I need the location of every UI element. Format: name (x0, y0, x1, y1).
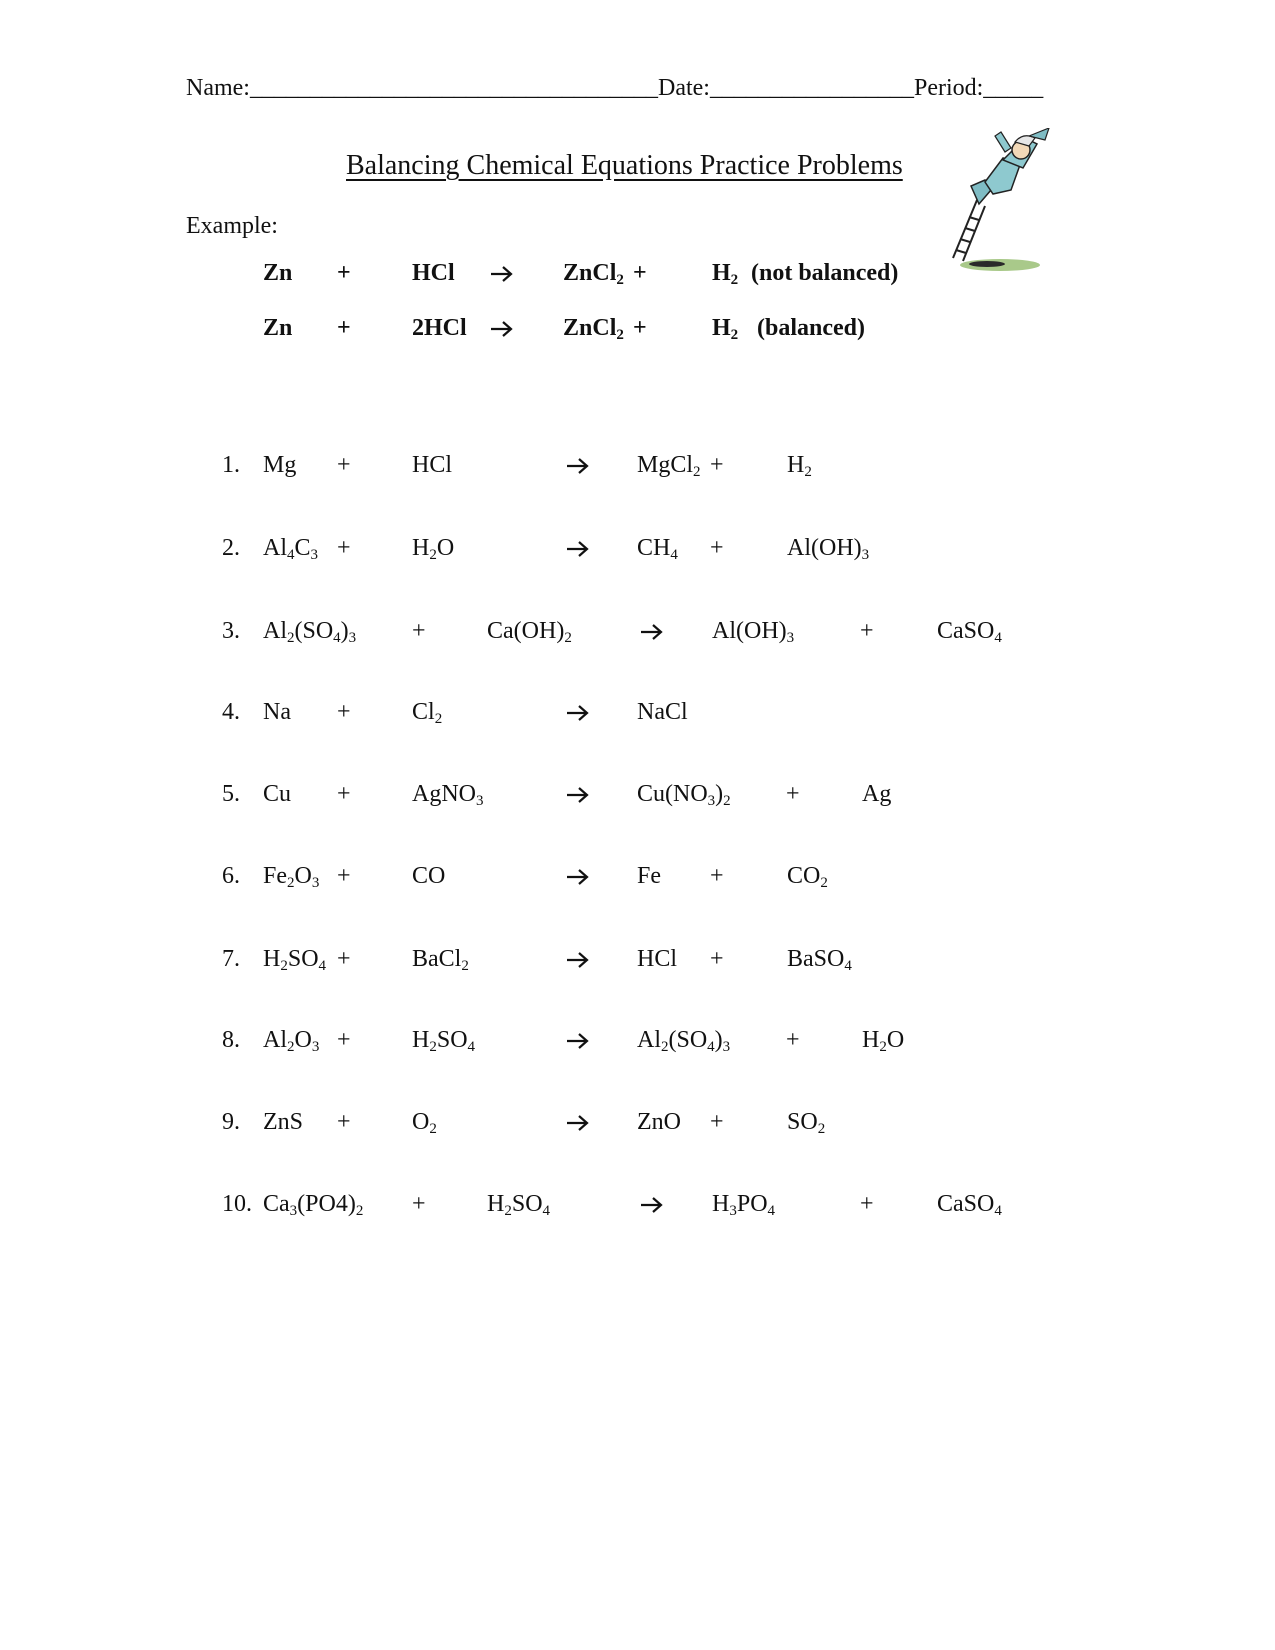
formula-term: (not balanced) (751, 260, 899, 286)
formula-term: CaSO$_4$ (937, 618, 1002, 646)
formula-term: $H_2$ (787, 452, 812, 480)
plus-sign: + (337, 863, 351, 889)
problem-row (0, 1110, 1275, 1144)
formula-term: Fe (637, 863, 661, 889)
formula-term: $SO_2$ (787, 1109, 826, 1137)
formula-term: NaCl (637, 699, 688, 725)
formula-term: Zn (263, 315, 293, 341)
period-label: Period: (913, 75, 984, 101)
formula-term: $CH_4$ (637, 535, 678, 563)
problem-number: 3. (222, 618, 240, 644)
formula-term: $Al(OH)_3$ (787, 535, 870, 563)
formula-term: BaCl$_2$ (412, 946, 469, 974)
plus-sign: + (710, 863, 724, 889)
formula-term: HCl (637, 946, 678, 972)
plus-sign: + (337, 1109, 351, 1135)
formula-term: $Al(OH)_3$ (712, 618, 795, 646)
problem-row (0, 864, 1275, 898)
reaction-arrow-icon (566, 786, 590, 804)
formula-term: $H_2$ (712, 315, 739, 343)
formula-term: $Ca_3(PO4)_2$ (263, 1191, 364, 1219)
reaction-arrow-icon (566, 1114, 590, 1132)
problem-number: 10. (222, 1191, 252, 1217)
date-blank[interactable]: _________________ (709, 75, 914, 101)
plus-sign: + (337, 946, 351, 972)
formula-term: $H_3PO_4$ (712, 1191, 776, 1219)
formula-term: 2HCl (412, 315, 467, 341)
formula-term: ZnCl$_2$ (563, 315, 624, 343)
problem-row (0, 1192, 1275, 1226)
formula-term: (balanced) (757, 315, 865, 341)
problem-number: 5. (222, 781, 240, 807)
reaction-arrow-icon (566, 457, 590, 475)
problem-row (0, 619, 1275, 653)
plus-sign: + (337, 781, 351, 807)
formula-term: ZnCl$_2$ (563, 260, 624, 288)
page-title: Balancing Chemical Equations Practice Problems (346, 150, 903, 181)
formula-term: ZnS (263, 1109, 304, 1135)
example-equation-row (0, 261, 1275, 295)
plus-sign: + (337, 699, 351, 725)
plus-sign: + (786, 1027, 800, 1053)
problem-number: 4. (222, 699, 240, 725)
problem-row (0, 536, 1275, 570)
formula-term: $H_2SO_4$ (487, 1191, 551, 1219)
formula-term: $CO_2$ (787, 863, 828, 891)
name-label: Name: (186, 75, 250, 101)
plus-sign: + (337, 260, 351, 286)
problem-number: 7. (222, 946, 240, 972)
formula-term: MgCl$_2$ (637, 452, 701, 480)
plus-sign: + (860, 1191, 874, 1217)
formula-term: $Al_4C_3$ (263, 535, 319, 563)
plus-sign: + (710, 535, 724, 561)
name-blank[interactable]: __________________________________ (249, 75, 658, 101)
reaction-arrow-icon (640, 1196, 664, 1214)
reaction-arrow-icon (566, 1032, 590, 1050)
plus-sign: + (337, 535, 351, 561)
formula-term: Ag (862, 781, 892, 807)
formula-term: HCl (412, 452, 453, 478)
student-info-line (186, 76, 1043, 100)
problem-number: 2. (222, 535, 240, 561)
formula-term: CO (412, 863, 446, 889)
problem-row (0, 947, 1275, 981)
formula-term: Mg (263, 452, 297, 478)
plus-sign: + (710, 452, 724, 478)
plus-sign: + (710, 1109, 724, 1135)
plus-sign: + (633, 315, 647, 341)
plus-sign: + (412, 1191, 426, 1217)
problem-number: 8. (222, 1027, 240, 1053)
reaction-arrow-icon (566, 868, 590, 886)
plus-sign: + (710, 946, 724, 972)
formula-term: $H_2O$ (862, 1027, 905, 1055)
formula-term: $Cl_2$ (412, 699, 443, 727)
formula-term: $Al_2O_3$ (263, 1027, 320, 1055)
plus-sign: + (412, 618, 426, 644)
formula-term: $Al_2(SO_4)_3$ (263, 618, 357, 646)
formula-term: Cu (263, 781, 292, 807)
formula-term: $Cu(NO_3)_2$ (637, 781, 731, 809)
problem-number: 1. (222, 452, 240, 478)
plus-sign: + (633, 260, 647, 286)
problem-number: 9. (222, 1109, 240, 1135)
formula-term: $H_2O$ (412, 535, 455, 563)
problem-row (0, 782, 1275, 816)
problem-row (0, 1028, 1275, 1062)
formula-term: $H_2SO_4$ (263, 946, 327, 974)
formula-term: BaSO$_4$ (787, 946, 852, 974)
problem-row (0, 700, 1275, 734)
formula-term: $O_2$ (412, 1109, 437, 1137)
plus-sign: + (337, 315, 351, 341)
example-equation-row (0, 316, 1275, 350)
reaction-arrow-icon (490, 320, 514, 338)
date-label: Date: (657, 75, 710, 101)
plus-sign: + (860, 618, 874, 644)
formula-term: $Fe_2O_3$ (263, 863, 320, 891)
reaction-arrow-icon (490, 265, 514, 283)
plus-sign: + (337, 452, 351, 478)
formula-term: $Ca(OH)_2$ (487, 618, 572, 646)
problem-number: 6. (222, 863, 240, 889)
reaction-arrow-icon (566, 951, 590, 969)
reaction-arrow-icon (640, 623, 664, 641)
reaction-arrow-icon (566, 704, 590, 722)
plus-sign: + (786, 781, 800, 807)
formula-term: Zn (263, 260, 293, 286)
formula-term: HCl (412, 260, 455, 286)
example-label: Example: (186, 213, 278, 239)
formula-term: Na (263, 699, 291, 725)
period-blank[interactable]: _____ (983, 75, 1044, 101)
formula-term: CaSO$_4$ (937, 1191, 1002, 1219)
problem-row (0, 453, 1275, 487)
formula-term: AgNO$_3$ (412, 781, 484, 809)
formula-term: $H_2$ (712, 260, 739, 288)
formula-term: $H_2SO_4$ (412, 1027, 476, 1055)
plus-sign: + (337, 1027, 351, 1053)
formula-term: $Al_2(SO_4)_3$ (637, 1027, 731, 1055)
reaction-arrow-icon (566, 540, 590, 558)
formula-term: ZnO (637, 1109, 681, 1135)
